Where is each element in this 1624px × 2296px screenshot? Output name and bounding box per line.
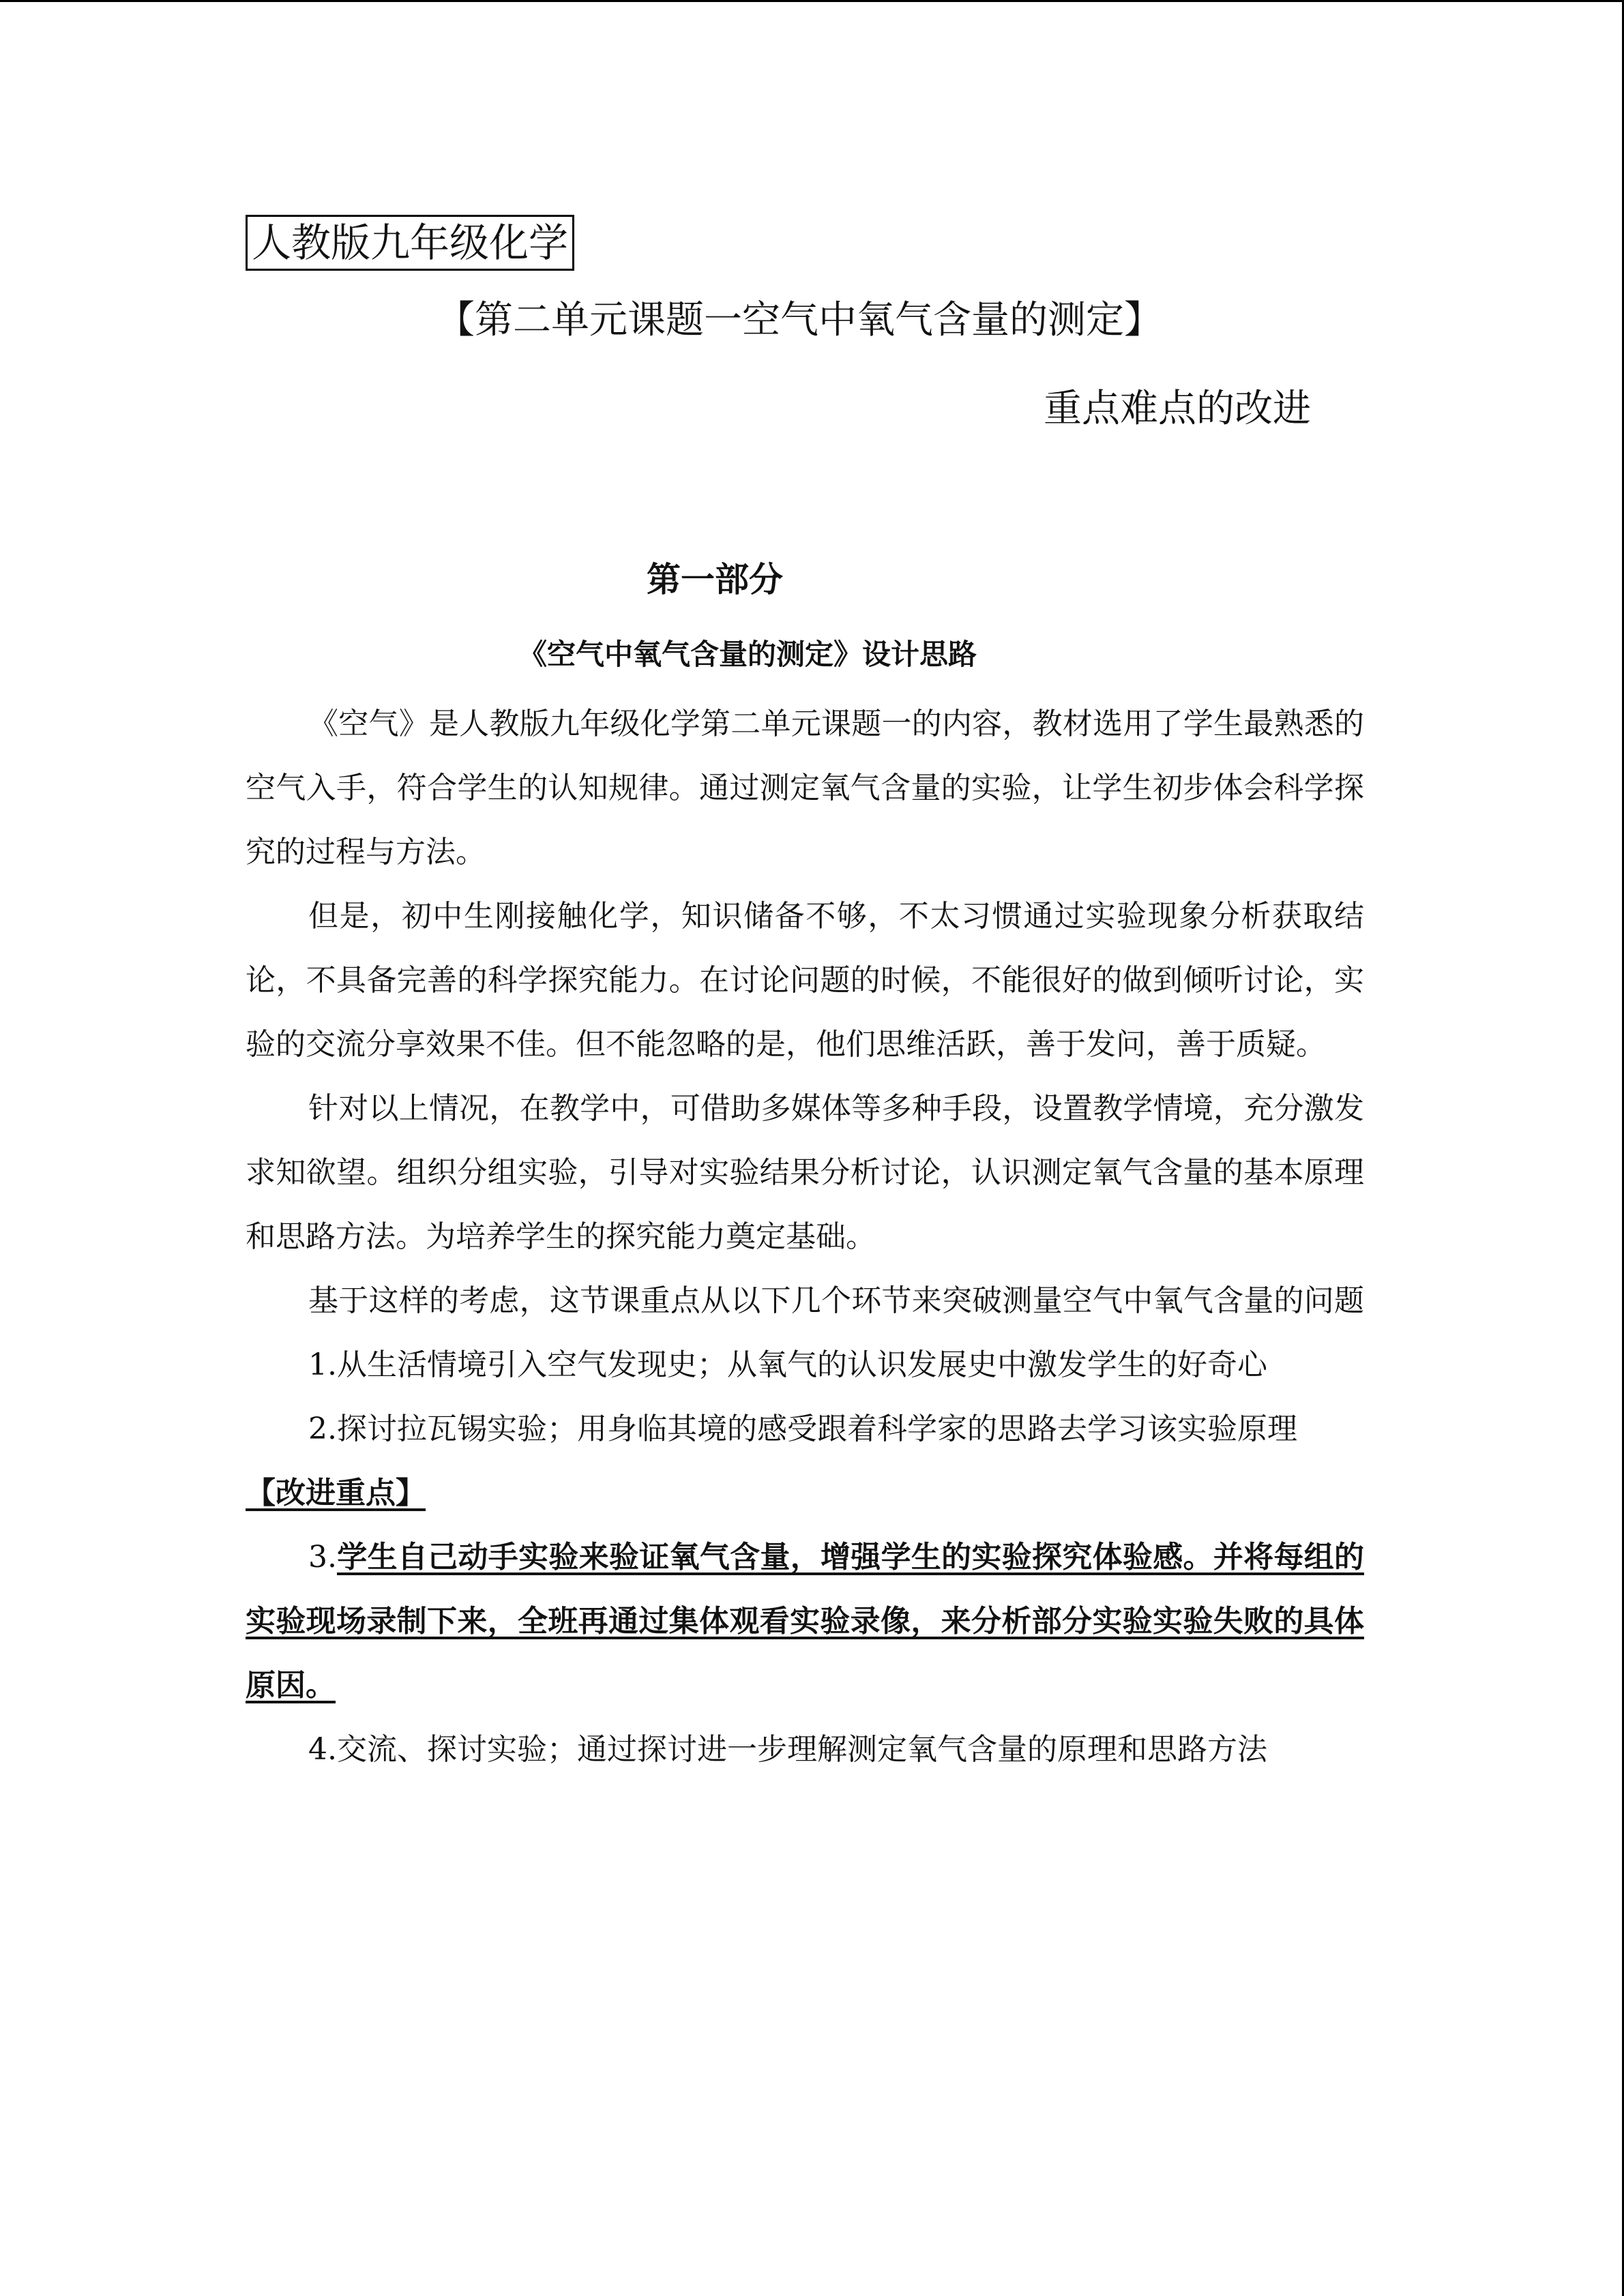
paragraph-intro: 《空气》是人教版九年级化学第二单元课题一的内容，教材选用了学生最熟悉的空气入手，符合学生的认知规律。通过测定氧气含量的实验，让学生初步体会科学探究的过程与方法。 [246, 706, 1364, 869]
paragraph-student-analysis: 但是，初中生刚接触化学，知识储备不够，不太习惯通过实验现象分析获取结论，不具备完善的科学探究能力。在讨论问题的时候，不能很好的做到倾听讨论，实验的交流分享效果不佳。但不能忽略的是，他们思维活跃，善于发问，善于质疑。 [246, 899, 1364, 1062]
part-heading: 第一部分 [647, 560, 783, 599]
paragraph-step-4: 4.交流、探讨实验；通过探讨进一步理解测定氧气含量的原理和思路方法 [308, 1732, 1267, 1767]
lesson-title: 【第二单元课题一空气中氧气含量的测定】 [437, 298, 1162, 342]
paragraph-step-2: 2.探讨拉瓦锡实验；用身临其境的感受跟着科学家的思路去学习该实验原理 [308, 1412, 1297, 1446]
step-3-number: 3. [308, 1540, 337, 1575]
boxed-course-title: 人教版九年级化学 [246, 215, 574, 271]
paragraph-step-3 [246, 1525, 1364, 1718]
section-title: 《空气中氧气含量的测定》设计思路 [518, 638, 977, 671]
paragraph-step-1: 基于这样的考虑，这节课重点从以下几个环节来突破测量空气中氧气含量的问题 1.从生活情境引入空气发现史；从氧气的认识发展史中激发学生的好奇心 [308, 1283, 1364, 1382]
document-body [246, 692, 1364, 1782]
page-top-border [0, 0, 1624, 2]
paragraph-teaching-approach: 针对以上情况，在教学中，可借助多媒体等多种手段，设置教学情境，充分激发求知欲望。组织分组实验，引导对实验结果分析讨论，认识测定氧气含量的基本原理和思路方法。为培养学生的探究能力奠定基础。 [246, 1091, 1364, 1254]
improvement-focus-heading: 【改进重点】 [246, 1476, 426, 1510]
step-3-emphasis: 学生自己动手实验来验证氧气含量，增强学生的实验探究体验感。并将每组的实验现场录制下来，全班再通过集体观看实验录像，来分析部分实验实验失败的具体原因。 [246, 1540, 1364, 1703]
lesson-subtitle: 重点难点的改进 [1044, 387, 1311, 431]
